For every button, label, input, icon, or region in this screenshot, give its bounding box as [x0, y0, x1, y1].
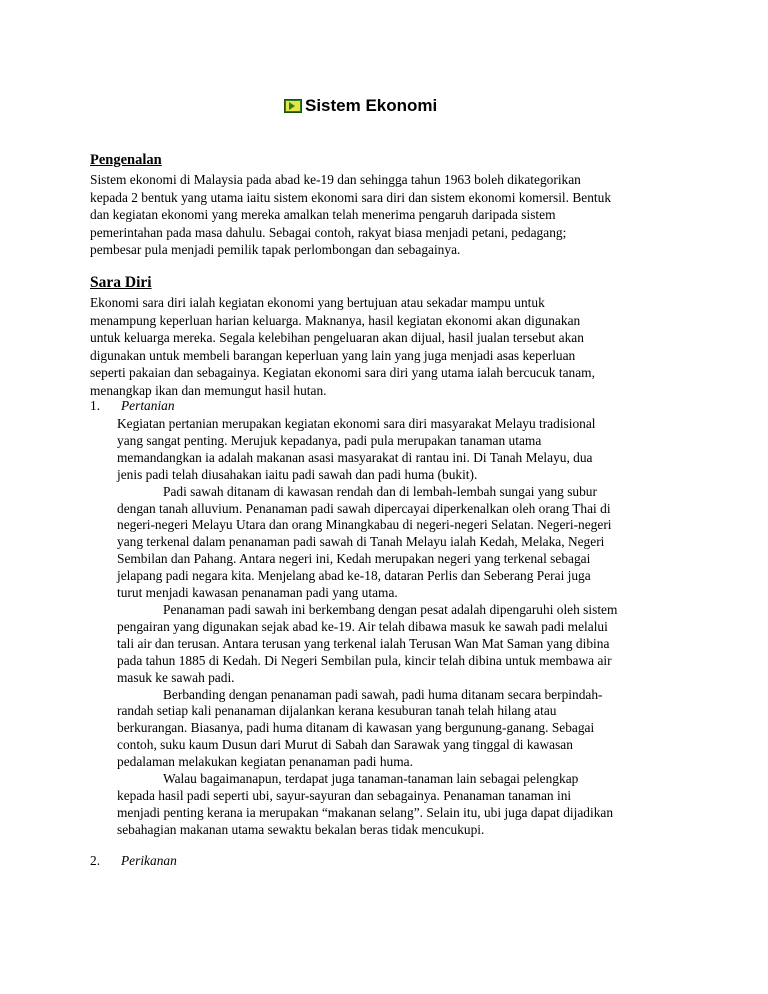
section-sara-diri — [90, 274, 690, 292]
text-line: pembesar pula menjadi pemilik tapak perlombongan dan sebagainya. — [90, 242, 461, 258]
text-line: berkurangan. Biasanya, padi huma ditanam di kawasan yang bergunung-ganang. Sebagai — [117, 720, 595, 736]
list-number: 1. — [90, 398, 101, 413]
text-line: seperti pakaian dan sebagainya. Kegiatan ekonomi sara diri yang utama ialah bercucuk tanam, — [90, 365, 595, 381]
section-pengenalan — [90, 152, 690, 170]
list-number: 2. — [90, 853, 101, 868]
heading-sara-diri: Sara Diri — [90, 274, 152, 291]
text-line: kepada hasil padi seperti ubi, sayur-sayuran dan sebagainya. Penanaman tanaman ini — [117, 787, 572, 803]
text-line: dan kegiatan ekonomi yang mereka amalkan telah menerima pengaruh daripada sistem — [90, 207, 556, 223]
text-line: Berbanding dengan penanaman padi sawah, padi huma ditanam secara berpindah- — [163, 686, 603, 702]
text-line: pedalaman melakukan kegiatan penanaman padi huma. — [117, 754, 413, 770]
text-line: Sistem ekonomi di Malaysia pada abad ke-19 dan sehingga tahun 1963 boleh dikategorikan — [90, 172, 581, 187]
text-line: pengairan yang digunakan sejak abad ke-19. Air telah dibawa masuk ke sawah padi melalui — [117, 618, 608, 634]
text-line: jenis padi telah diusahakan iaitu padi sawah dan padi huma (bukit). — [117, 466, 478, 482]
text-line: Walau bagaimanapun, terdapat juga tanaman-tanaman lain sebagai pelengkap — [163, 771, 579, 787]
text-line: Kegiatan pertanian merupakan kegiatan ekonomi sara diri masyarakat Melayu tradisional — [117, 416, 596, 431]
text-line: Ekonomi sara diri ialah kegiatan ekonomi yang bertujuan atau sekadar mampu untuk — [90, 295, 545, 310]
text-line: turut menjadi kawasan penanaman padi yang utama. — [117, 585, 398, 601]
text-line: negeri-negeri Melayu Utara dan orang Minangkabau di negeri-negeri Selatan. Negeri-negeri — [117, 517, 612, 533]
text-line: yang sangat penting. Merujuk kepadanya, padi pula merupakan tanaman utama — [117, 432, 542, 448]
sara-diri-body — [90, 294, 690, 400]
pertanian-body — [117, 416, 697, 839]
text-line: menampung keperluan harian keluarga. Maknanya, hasil kegiatan ekonomi akan digunakan — [90, 312, 581, 328]
text-line: Penanaman padi sawah ini berkembang dengan pesat adalah dipengaruhi oleh sistem — [163, 601, 618, 617]
subheading-perikanan: Perikanan — [121, 853, 177, 868]
text-line: Padi sawah ditanam di kawasan rendah dan di lembah-lembah sungai yang subur — [163, 483, 597, 499]
text-line: randah setiap kali penanaman dijalankan kerana kesuburan tanah telah hilang atau — [117, 703, 557, 719]
text-line: kepada 2 bentuk yang utama iaitu sistem ekonomi sara diri dan sistem ekonomi komersil. Bentuk — [90, 189, 612, 205]
title-text: Sistem Ekonomi — [305, 96, 438, 115]
document-title — [284, 95, 437, 117]
text-line: pada tahun 1885 di Kedah. Di Negeri Sembilan pula, kincir telah dibina untuk membawa air — [117, 652, 612, 668]
text-line: jelapang padi negara kita. Menjelang abad ke-18, dataran Perlis dan Seberang Perai juga — [117, 568, 591, 584]
subheading-pertanian: Pertanian — [121, 398, 175, 413]
arrow-bullet-icon — [284, 99, 302, 113]
text-line: tali air dan terusan. Antara terusan yang terkenal ialah Terusan Wan Mat Saman yang dibina — [117, 635, 610, 651]
text-line: sebahagian makanan utama sewaktu bekalan beras tidak mencukupi. — [117, 821, 485, 837]
text-line: memandangkan ia adalah makanan asasi masyarakat di rantau ini. Di Tanah Melayu, dua — [117, 449, 593, 465]
text-line: untuk keluarga mereka. Segala kelebihan pengeluaran akan dijual, hasil jualan tersebut akan — [90, 330, 584, 346]
text-line: masuk ke sawah padi. — [117, 669, 235, 685]
text-line: contoh, suku kaum Dusun dari Murut di Sabah dan Sarawak yang tinggal di kawasan — [117, 737, 573, 753]
text-line: digunakan untuk membeli barangan keperluan yang lain yang juga menjadi asas keperluan — [90, 347, 576, 363]
text-line: menjadi penting kerana ia merupakan “makanan selang”. Selain itu, ubi juga dapat dijadikan — [117, 804, 614, 820]
heading-pengenalan: Pengenalan — [90, 152, 162, 168]
text-line: yang terkenal dalam penanaman padi sawah di Tanah Melayu ialah Kedah, Melaka, Negeri — [117, 534, 605, 550]
text-line: dengan tanah alluvium. Penanaman padi sawah dipercayai diperkenalkan oleh orang Thai di — [117, 500, 611, 516]
text-line: pemerintahan pada masa dahulu. Sebagai contoh, rakyat biasa menjadi petani, pedagang; — [90, 224, 567, 240]
text-line: Sembilan dan Pahang. Antara negeri ini, Kedah merupakan negeri yang terkenal sebagai — [117, 551, 591, 567]
text-line: menangkap ikan dan memungut hasil hutan. — [90, 382, 327, 398]
pengenalan-body — [90, 171, 690, 259]
